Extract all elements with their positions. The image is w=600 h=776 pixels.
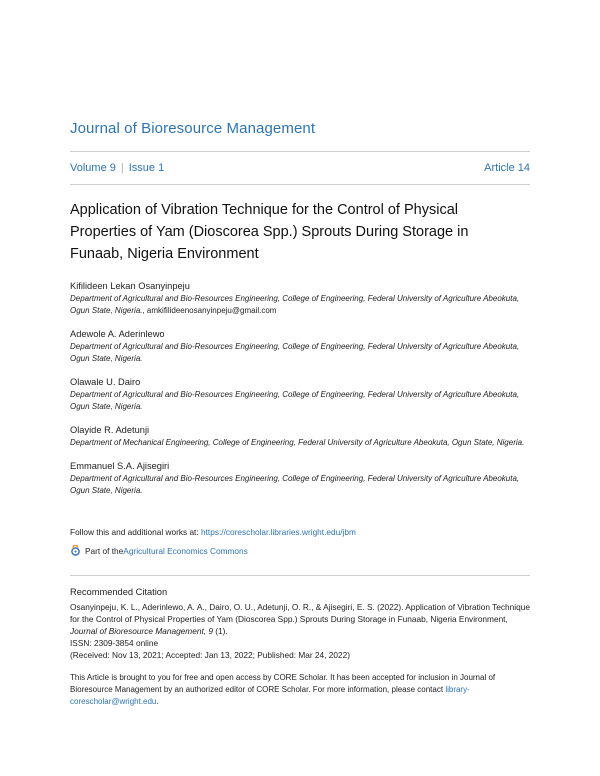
author-entry xyxy=(70,376,530,413)
meta-separator: | xyxy=(120,162,124,174)
access-notice: This Article is brought to you for free and open access by CORE Scholar. It has been accepted for inclusion in Journal of Bioresource Management by an authorized editor of CORE Scholar. For more information, please contact library-corescholar@wright.edu. xyxy=(70,673,496,706)
part-of-line: Part of the Agricultural Economics Commons xyxy=(70,545,248,556)
issue-meta xyxy=(70,162,530,174)
author-name: Emmanuel S.A. Ajisegiri xyxy=(70,461,170,471)
citation-heading: Recommended Citation xyxy=(70,587,168,597)
author-affiliation: Department of Agricultural and Bio-Resources Engineering, College of Engineering, Federal University of Agriculture Abeokuta, Ogun State, Nigeria. xyxy=(70,474,520,495)
article-title: Application of Vibration Technique for the Control of Physical Properties of Yam (Dioscorea Spp.) Sprouts During Storage in Funaab, Nigeria Environment xyxy=(70,202,469,262)
author-name: Kifilideen Lekan Osanyinpeju xyxy=(70,281,190,291)
author-entry xyxy=(70,328,530,365)
citation-text: Osanyinpeju, K. L., Aderinlewo, A. A., Dairo, O. U., Adetunji, O. R., & Ajisegiri, E. S. (2022). Application of Vibration Technique for the Control of Physical Properties of Yam (Dioscorea Spp.) Sprouts During Storage in Funaab, Nigeria Environment, Journal of Bioresource Management, 9 (1). ISSN: 2309-3854 online (Received: Nov 13, 2021; Accepted: Jan 13, 2022; Published: Mar 24, 2022) xyxy=(70,602,530,660)
author-affiliation: Department of Agricultural and Bio-Resources Engineering, College of Engineering, Federal University of Agriculture Abeokuta, Ogun State, Nigeria. xyxy=(70,342,520,363)
repository-link[interactable]: https://corescholar.libraries.wright.edu/jbm xyxy=(200,527,356,537)
author-entry xyxy=(70,424,530,449)
volume-link[interactable]: Volume 9 xyxy=(70,162,116,174)
citation-dates: (Received: Nov 13, 2021; Accepted: Jan 13, 2022; Published: Mar 24, 2022) xyxy=(70,650,350,660)
author-entry xyxy=(70,460,530,497)
article-number-link[interactable]: Article 14 xyxy=(484,162,530,174)
author-name: Olayide R. Adetunji xyxy=(70,425,150,435)
contact-email-link[interactable]: library-corescholar@wright.edu xyxy=(70,685,470,706)
author-list xyxy=(70,280,530,508)
open-access-icon xyxy=(70,545,81,556)
journal-title[interactable]: Journal of Bioresource Management xyxy=(70,120,316,137)
issue-link[interactable]: Issue 1 xyxy=(128,162,165,174)
author-affiliation: Department of Agricultural and Bio-Resources Engineering, College of Engineering, Federal University of Agriculture Abeokuta, Ogun State, Nigeria. xyxy=(70,390,520,411)
citation-issn: ISSN: 2309-3854 online xyxy=(70,638,159,648)
discipline-link[interactable]: Agricultural Economics Commons xyxy=(123,545,248,556)
author-email: , amkifilideenosanyinpeju@gmail.com xyxy=(142,306,277,315)
author-name: Olawale U. Dairo xyxy=(70,377,141,387)
author-entry xyxy=(70,280,530,317)
author-affiliation: Department of Mechanical Engineering, College of Engineering, Federal University of Agriculture Abeokuta, Ogun State, Nigeria. xyxy=(70,438,525,447)
citation-journal: Journal of Bioresource Management, 9 xyxy=(70,626,213,636)
author-affiliation: Department of Agricultural and Bio-Resources Engineering, College of Engineering, Federal University of Agriculture Abeokuta, Ogun State, Nigeria., amkifilideenosanyinpeju@gmail.com xyxy=(70,294,520,315)
follow-line: Follow this and additional works at: https://corescholar.libraries.wright.edu/jbm xyxy=(70,527,356,537)
citation-divider xyxy=(70,575,530,576)
top-divider xyxy=(70,151,530,152)
author-name: Adewole A. Aderinlewo xyxy=(70,329,165,339)
meta-divider xyxy=(70,184,530,185)
